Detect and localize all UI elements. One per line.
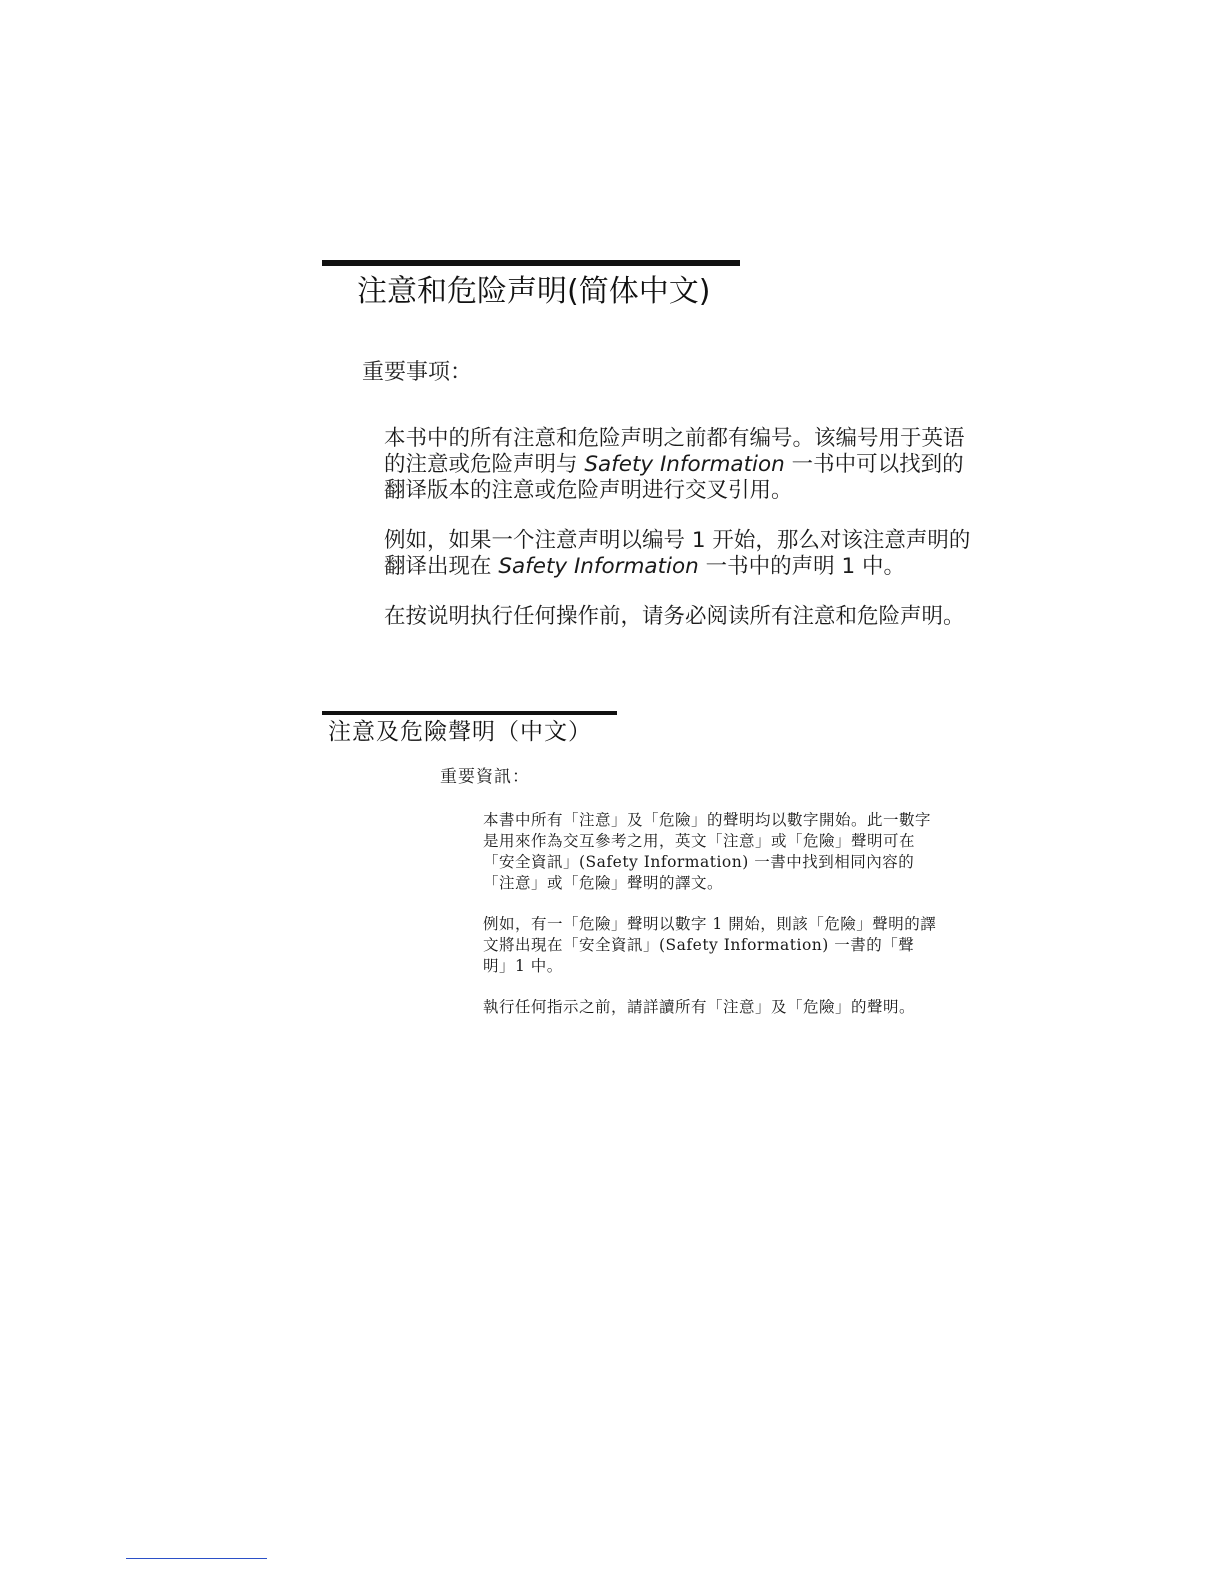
book-title: Safety Information <box>498 554 699 579</box>
important-label-simplified: 重要事项： <box>362 360 473 385</box>
footer-rule <box>126 1558 267 1559</box>
section-body-traditional <box>483 810 938 1018</box>
paragraph-read-first-traditional: 執行任何指示之前，請詳讀所有「注意」及「危險」的聲明。 <box>483 998 916 1016</box>
paragraph-example-simplified: 例如，如果一个注意声明以编号 1 开始，那么对该注意声明的翻译出现在 Safety Information 一书中的声明 1 中。 <box>384 528 971 579</box>
section-title-traditional: 注意及危險聲明（中文） <box>328 719 592 745</box>
section-title-simplified: 注意和危险声明(简体中文) <box>357 274 711 309</box>
section-divider-simplified <box>322 260 740 266</box>
book-title: Safety Information <box>584 452 785 477</box>
important-label-traditional: 重要資訊： <box>440 767 530 787</box>
paragraph-read-first-simplified: 在按说明执行任何操作前，请务必阅读所有注意和危险声明。 <box>384 604 965 629</box>
paragraph-numbering-traditional: 本書中所有「注意」及「危險」的聲明均以數字開始。此一數字是用來作為交互參考之用，英文「注意」或「危險」聲明可在「安全資訊」(Safety Information) 一書中找到相同內容的「注意」或「危險」聲明的譯文。 <box>483 811 932 892</box>
paragraph-example-traditional: 例如，有一「危險」聲明以數字 1 開始，則該「危險」聲明的譯文將出現在「安全資訊」(Safety Information) 一書的「聲明」1 中。 <box>483 915 937 975</box>
section-body-simplified <box>384 426 984 630</box>
paragraph-numbering-simplified: 本书中的所有注意和危险声明之前都有编号。该编号用于英语的注意或危险声明与 Safety Information 一书中可以找到的翻译版本的注意或危险声明进行交叉引用。 <box>384 426 965 503</box>
